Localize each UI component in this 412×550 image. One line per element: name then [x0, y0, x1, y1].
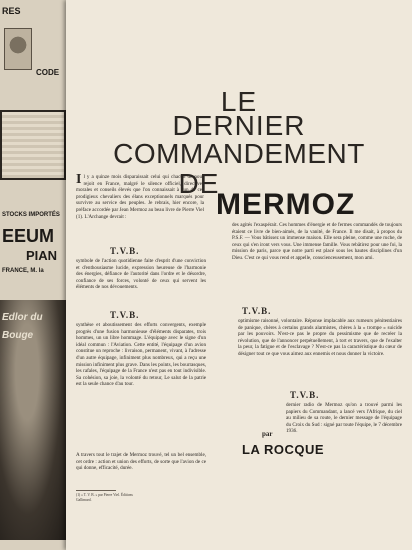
section-body: dernier radio de Mermoz qu'on a trouvé parmi les papiers du Commandant, a lancé vers l'Afrique, du ciel au milieu de sa route, le dernier message de l'équipage du Croix du Sud : signé par toute l'équipe, le 7 décembre 1936.	[286, 402, 402, 435]
left-newspaper-sheet	[0, 0, 70, 550]
title-line: DERNIER	[172, 110, 306, 141]
ad-text: FRANCE, M. la	[2, 268, 44, 274]
ad-text: EEUM	[2, 226, 55, 246]
intro-text: l y a quinze mois disparaissait celui qui chacun de nous rejoit en France, malgré le silence officiel, directives morales et conseils élevés que l'on connaissait à l'un de ces prodigieux chevaliers des élans exceptionnels marqués pour survivre au service des peuples. Je rebrais, hier encore, la préface accordée par Jean Mermoz au beau livre de Pierre Viel (1). L'Archange devrait :	[76, 174, 204, 220]
ad-image	[4, 28, 32, 70]
closing-text	[76, 452, 206, 472]
section-text	[286, 402, 402, 435]
intro-column	[76, 174, 204, 220]
section-heading: T.V.B.	[290, 390, 320, 400]
section-body: optimisme raisonné, volontaire. Réponse implacable aux rumeurs pénitentiaires de panique, chères à certains grands alarmistes, chères à la « trompe » suicide par les pouvoirs. N'est-ce pas le propre du pessimisme que de recréer la révolution, que de l'annoncer perpétuellement, à tort et travers, que de l'exalter la peur, la fatigue et de l'esclavage ? N'est-ce pas la caractéristique du cœur de désigner tout ce que vous aimez aux ennemis et nous donner la victoire.	[238, 318, 402, 357]
title-line: LE	[220, 86, 258, 117]
section-heading: T.V.B.	[242, 306, 272, 316]
section-heading: T.V.B.	[110, 310, 140, 320]
section-text	[76, 322, 206, 388]
right-intro-text: des agités l'exaspérait. Ces hommes d'énergie et de fermes commandés de toujours étaient ce livre de bien-aimés, de la vanité, de France. Il me disait, à propos du P.S.F. — Vous bâtissez un immense maison. Elle sera pleine, comme une ruche, de ceux qui s'en iront vers vous. Une immense famille. Vous rebâtirez pour une foi, la mission de paris, parce que notre parti est placé sous les hautes disciplines d'un Dieu. C'est ce qui vous rend et appelle, conscienceusement, mon ami.	[232, 222, 402, 261]
ad-text: Edlor du	[2, 312, 43, 323]
ad-text: STOCKS IMPORTÉS	[2, 212, 60, 218]
footnote: (1) « T. V. B. » par Pierre Viel. Éditions Gallimard.	[76, 493, 133, 502]
ad-text: PIAN	[26, 248, 58, 263]
title-line: DE	[178, 168, 220, 199]
title-line: COMMANDEMENT	[113, 138, 365, 169]
title-name: MERMOZ	[216, 188, 356, 221]
ad-text: CODE	[36, 68, 60, 77]
section-text	[76, 258, 206, 291]
section-body: symbole de l'action quotidienne faite d'esprit d'une conviction et d'enthousiasme lucide, expression heureuse de l'harmonie des énergies, défiance de l'autorité dans l'ordre et le désordre, confiance de ses forces, volonté de ceux qui servent les éléments de nos dévouements.	[76, 258, 206, 291]
magazine-page	[66, 0, 412, 550]
right-intro-column	[232, 222, 402, 262]
ad-box	[0, 110, 66, 180]
drop-cap: I	[76, 172, 82, 187]
divider	[76, 490, 116, 491]
closing-body: A travers tout le trajet de Mermoz trouvé, tel un bel ensemble, cet ordre : action et union des efforts, de sorte que l'avion de ce qui donne, efficacité, durée.	[76, 452, 206, 472]
ad-text: RES	[2, 6, 21, 16]
section-heading: T.V.B.	[110, 246, 140, 256]
section-body: synthèse et aboutissement des efforts convergents, exemple progrès d'une fusion harmonieuse d'éléments disparates, trois hommes, un un libre hommage. L'équipage avec le signe d'un idéal commun : l'Aviation. Cette entité, l'équipage d'un avion constitue un reproche : livraison, permanent, vivant, à l'adresse d'un autre équipage, infiniment plus nombreux, qui a reçu une mission infiniment plus grave. Dans les points, les bourrasques, les rafales, l'équipage de la France n'est pas en tout indivisible. Sa cohésion, sa joie, la volonté du retour, Le salut de la patrie est la seule chance d'au tour.	[76, 322, 206, 388]
ad-text: Bouge	[2, 330, 34, 341]
section-text	[238, 318, 402, 358]
author-name: LA ROCQUE	[242, 442, 325, 457]
byline-par: par	[262, 430, 273, 438]
